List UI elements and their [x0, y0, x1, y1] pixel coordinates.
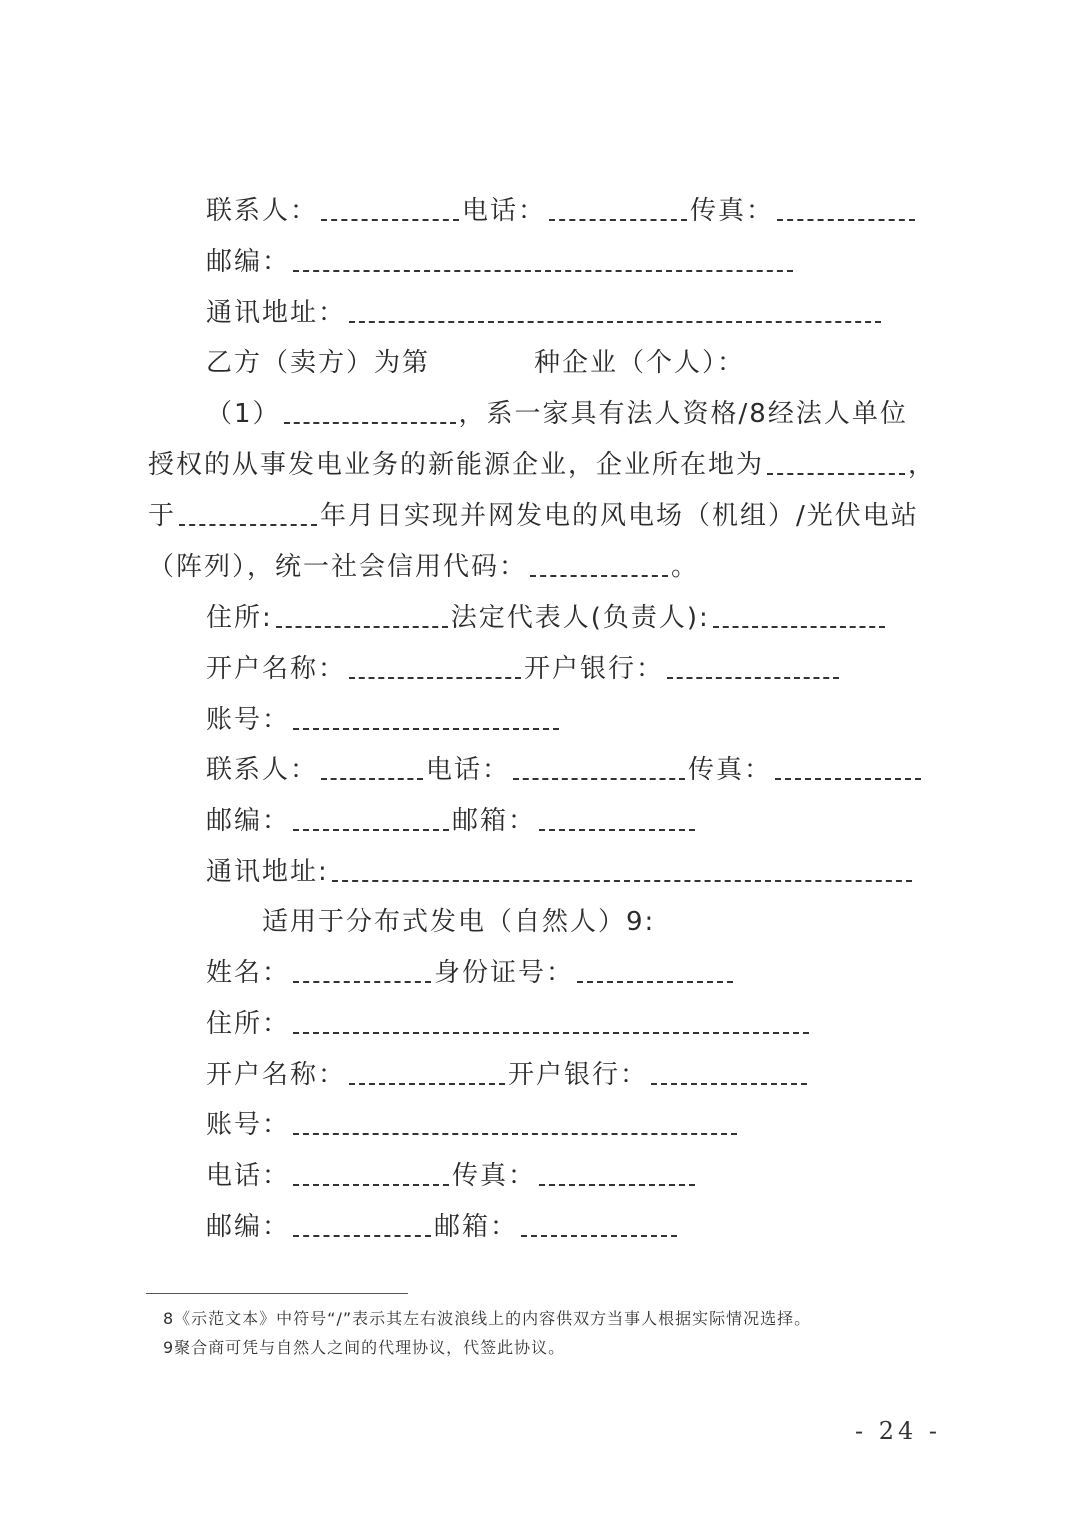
clause1-text-4: （阵列），统一社会信用代码： [148, 552, 528, 582]
account-name-blank[interactable] [349, 655, 521, 679]
clause1-line4 [148, 547, 938, 587]
account-name-label: 开户名称： [206, 654, 347, 684]
fax-label: 传真： [452, 1161, 537, 1191]
address-blank[interactable] [349, 299, 881, 323]
page-number: - 24 - [855, 1417, 942, 1445]
postcode-label: 邮编： [206, 247, 291, 277]
phone-label: 电话： [426, 755, 511, 785]
bank-label: 开户银行： [524, 654, 665, 684]
party-a-postcode-row [206, 242, 996, 282]
footnote-divider [146, 1293, 408, 1294]
phone-label: 电话： [206, 1161, 291, 1191]
natural-person-heading-text: 适用于分布式发电（自然人）9: [262, 907, 656, 937]
np-residence-row [206, 1004, 996, 1044]
postcode-blank[interactable] [293, 1213, 431, 1237]
email-label: 邮箱： [434, 1212, 519, 1242]
bank-blank[interactable] [667, 655, 839, 679]
fax-blank[interactable] [777, 197, 915, 221]
phone-blank[interactable] [513, 756, 685, 780]
party-b-heading [206, 343, 996, 383]
residence-label: 住所: [206, 603, 273, 633]
location-blank[interactable] [767, 451, 905, 475]
id-blank[interactable] [577, 959, 733, 983]
footnote-9: 9聚合商可凭与自然人之间的代理协议，代签此协议。 [163, 1338, 566, 1357]
legal-rep-label: 法定代表人(负责人): [450, 603, 710, 633]
date-blank[interactable] [179, 502, 317, 526]
residence-label: 住所： [206, 1009, 291, 1039]
address-label: 通讯地址: [206, 857, 329, 887]
fax-blank[interactable] [775, 756, 921, 780]
phone-blank[interactable] [549, 197, 687, 221]
clause1-number: （1） [206, 399, 281, 429]
party-b-bank-row [206, 649, 996, 689]
clause1-line3 [148, 496, 938, 536]
account-name-label: 开户名称： [206, 1060, 347, 1090]
clause1-line1 [206, 394, 996, 434]
party-b-contact-row [206, 750, 996, 790]
party-b-account-row [206, 700, 996, 740]
residence-blank[interactable] [276, 604, 448, 628]
contact-label: 联系人： [206, 755, 319, 785]
account-no-blank[interactable] [293, 706, 559, 730]
period: 。 [671, 552, 700, 582]
party-b-residence-row [206, 598, 996, 638]
party-b-heading-suffix: 种企业（个人）： [534, 348, 746, 378]
email-label: 邮箱： [452, 806, 537, 836]
account-no-label: 账号： [206, 705, 291, 735]
account-no-label: 账号： [206, 1110, 291, 1140]
clause1-text-2: 授权的从事发电业务的新能源企业，企业所在地为 [148, 450, 765, 480]
name-label: 姓名： [206, 958, 291, 988]
clause1-text-3b: 年月日实现并网发电的风电场（机组）/光伏电站 [320, 501, 919, 531]
bank-blank[interactable] [651, 1061, 807, 1085]
email-blank[interactable] [539, 807, 695, 831]
address-label: 通讯地址： [206, 298, 347, 328]
postcode-label: 邮编： [206, 1212, 291, 1242]
party-b-heading-prefix: 乙方（卖方）为第 [206, 348, 431, 378]
name-blank[interactable] [293, 959, 431, 983]
party-a-contact-row [206, 191, 996, 231]
fax-blank[interactable] [539, 1162, 695, 1186]
fax-label: 传真： [688, 755, 773, 785]
clause1-text-3a: 于 [148, 501, 177, 531]
fax-label: 传真： [690, 196, 775, 226]
bank-label: 开户银行： [508, 1060, 649, 1090]
contact-label: 联系人： [206, 196, 319, 226]
postcode-blank[interactable] [293, 807, 449, 831]
party-b-postcode-row [206, 801, 996, 841]
account-name-blank[interactable] [349, 1061, 505, 1085]
phone-label: 电话： [462, 196, 547, 226]
legal-rep-blank[interactable] [713, 604, 885, 628]
np-postcode-row [206, 1207, 996, 1247]
natural-person-heading [262, 902, 1052, 942]
email-blank[interactable] [521, 1213, 677, 1237]
contact-blank[interactable] [321, 197, 459, 221]
address-blank[interactable] [332, 858, 912, 882]
party-a-address-row [206, 293, 996, 333]
credit-code-blank[interactable] [530, 553, 668, 577]
residence-blank[interactable] [293, 1010, 809, 1034]
postcode-label: 邮编： [206, 806, 291, 836]
id-label: 身份证号： [434, 958, 575, 988]
np-bank-row [206, 1055, 996, 1095]
contact-blank[interactable] [321, 756, 423, 780]
company-name-blank[interactable] [284, 400, 456, 424]
phone-blank[interactable] [293, 1162, 449, 1186]
comma: ， [908, 450, 937, 480]
clause1-line2 [148, 445, 938, 485]
footnote-8: 8《示范文本》中符号“/”表示其左右波浪线上的内容供双方当事人根据实际情况选择。 [163, 1309, 812, 1328]
clause1-text: ，系一家具有法人资格/8经法人单位 [458, 399, 908, 429]
party-b-address-row [206, 852, 996, 892]
account-no-blank[interactable] [293, 1111, 737, 1135]
np-phone-row [206, 1156, 996, 1196]
np-account-row [206, 1105, 996, 1145]
postcode-blank[interactable] [293, 248, 793, 272]
np-name-row [206, 953, 996, 993]
